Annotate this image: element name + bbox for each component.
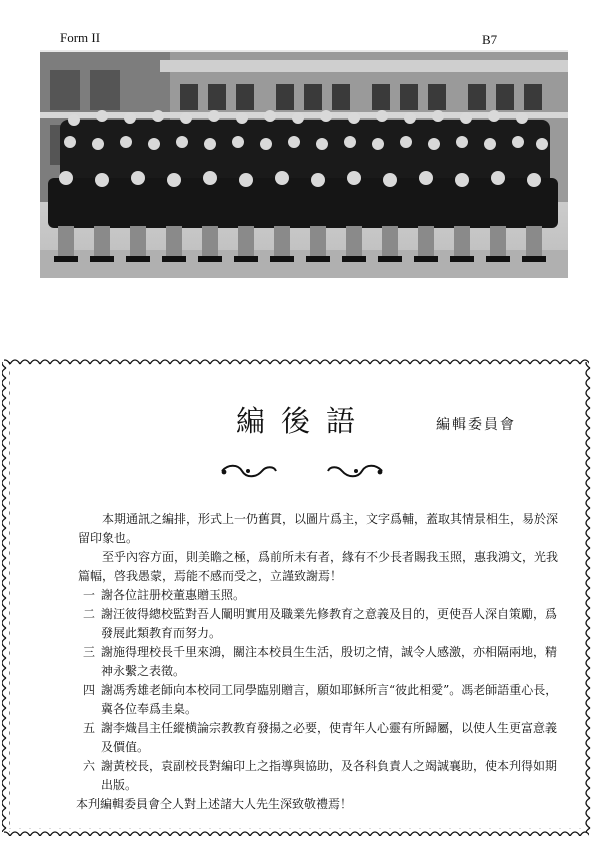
- list-item: 二 謝汪彼得總校監對吾人闡明實用及職業先修教育之意義及目的，更使吾人深自策勵，爲發展此類教育而努力。: [83, 607, 558, 640]
- article-byline: 編輯委員會: [436, 417, 516, 433]
- article-body: [78, 510, 558, 814]
- paragraph-content: 至乎內容方面，則美瞻之極，爲前所未有者，緣有不少長者賜我玉照，惠我鴻文，光我篇幅，啓我愚蒙，焉能不感而受之，立謹致謝焉！: [78, 550, 559, 583]
- list-item: 六 謝黃校長，袁副校長對編印上之指導與協助，及各科負責人之竭誠襄助，使本刋得如期出版。: [83, 759, 558, 792]
- page-number: B7: [482, 32, 498, 47]
- list-item: 一 謝各位註册校董惠贈玉照。: [83, 588, 246, 602]
- closing-line: 本刋編輯委員會仝人對上述諸大人先生深致敬禮焉！: [76, 797, 353, 811]
- paragraph-layout: 本期通訊之編排，形式上一仍舊貫，以圖片爲主，文字爲輔，蓋取其情景相生，易於深留印象也。: [78, 512, 559, 545]
- thanks-list: [78, 586, 558, 795]
- list-item: 三 謝施得理校長千里來鴻，關注本校員生生活，殷切之情，誠令人感激，亦相隔兩地，精神永繫之表徵。: [83, 645, 558, 678]
- list-item: 四 謝馮秀雄老師向本校同工同學臨别贈言，願如耶穌所言“彼此相愛”。馮老師語重心長，冀各位奉爲圭臬。: [83, 683, 558, 716]
- class-photo: [40, 50, 568, 278]
- form-label: Form II: [60, 30, 101, 45]
- scroll-ornament-left: [218, 464, 278, 478]
- article-title: 編後語: [236, 404, 372, 438]
- scroll-ornament-right: [326, 464, 386, 478]
- list-item: 五 謝李熾昌主任縱横論宗教教育發揚之必要，使青年人心靈有所歸屬，以使人生更富意義及價值。: [83, 721, 558, 754]
